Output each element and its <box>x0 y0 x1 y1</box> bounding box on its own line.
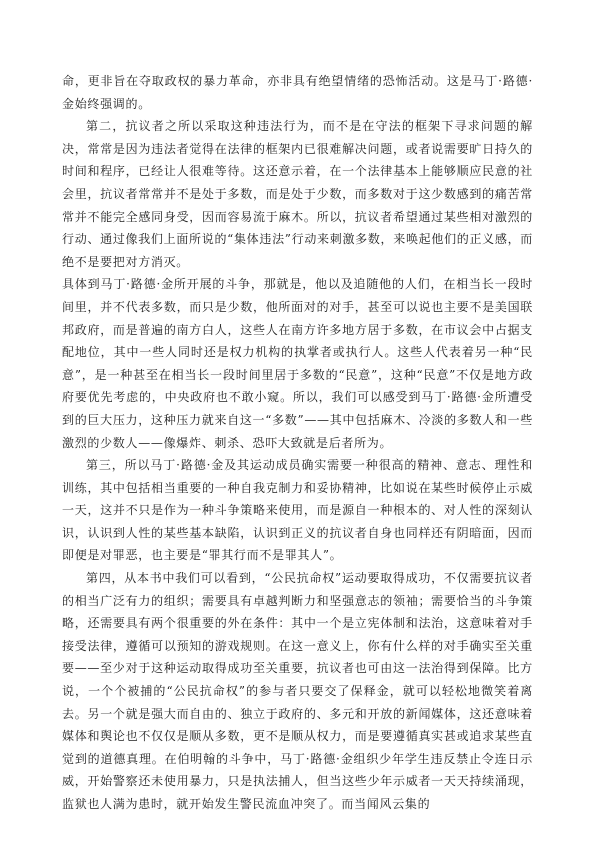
paragraph-4: 第三，所以马丁·路德·金及其运动成员确实需要一种很高的精神、意志、理性和训练，其中包括相当重要的一种自我克制力和妥协精神，比如说在某些时候停止示威一天，这并不只是作为一种斗争策略来使用，而是源自一种根本的、对人性的深刻认识，认识到人性的某些基本缺陷，认识到正义的抗议者自身也同样还有阴暗面，因而即便是对罪恶，也主要是“罪其行而不是罪其人”。 <box>62 458 533 563</box>
paragraph-3: 具体到马丁·路德·金所开展的斗争，那就是，他以及追随他的人们，在相当长一段时间里，并不代表多数，而只是少数，他所面对的对手，甚至可以说也主要不是美国联邦政府，而是普遍的南方白人，这些人在南方许多地方居于多数，在市议会中占据支配地位，其中一些人同时还是权力机构的执掌者或执行人。这些人代表着另一种“民意”，是一种甚至在相当长一段时间里居于多数的“民意”，这种“民意”不仅是地方政府要优先考虑的，中央政府也不敢小窥。所以，我们可以感受到马丁·路德·金所遭受到的巨大压力，这种压力就来自这一“多数”——其中包括麻木、冷淡的多数人和一些激烈的少数人——像爆炸、刺杀、恐吓大致就是后者所为。 <box>62 277 533 450</box>
paragraph-5: 第四，从本书中我们可以看到，“公民抗命权”运动要取得成功，不仅需要抗议者的相当广泛有力的组织；需要具有卓越判断力和坚强意志的领袖；需要恰当的斗争策略，还需要具有两个很重要的外在条件：其中一个是立宪体制和法治，这意味着对手接受法律，遵循可以预知的游戏规则。在这一意义上，你有什么样的对手确实至关重要——至少对于这种运动取得成功至关重要，抗议者也可由这一法治得到保障。比方说，一个个被捕的“公民抗命权”的参与者只要交了保释金，就可以轻松地微笑着离去。另一个就是强大而自由的、独立于政府的、多元和开放的新闻媒体，这还意味着媒体和舆论也不仅仅是顺从多数，更不是顺从权力，而是要遵循真实甚或追求某些直觉到的道德真理。在伯明翰的斗争中，马丁·路德·金组织少年学生违反禁止令连日示威，开始警察还未使用暴力，只是执法捕人，但当这些少年示威者一天天持续涌现，监狱也人满为患时，就开始发生警民流血冲突了。而当闻风云集的 <box>62 571 533 811</box>
paragraph-1: 命，更非旨在夺取政权的暴力革命，亦非具有绝望情绪的恐怖活动。这是马丁·路德·金始终强调的。 <box>62 74 533 111</box>
paragraph-2: 第二，抗议者之所以采取这种违法行为，而不是在守法的框架下寻求问题的解决，常常是因为违法者觉得在法律的框架内已很难解决问题，或者说需要旷日持久的时间和程序，已经让人很难等待。这还意示着，在一个法律基本上能够顺应民意的社会里，抗议者常常并不是处于多数，而是处于少数，而多数对于这少数感到的痛苦常常并不能完全感同身受，因而容易流于麻木。所以，抗议者希望通过某些相对激烈的行动、通过像我们上面所说的“集体违法”行动来刺激多数，来唤起他们的正义感，而绝不是要把对方消灭。 <box>62 119 533 269</box>
